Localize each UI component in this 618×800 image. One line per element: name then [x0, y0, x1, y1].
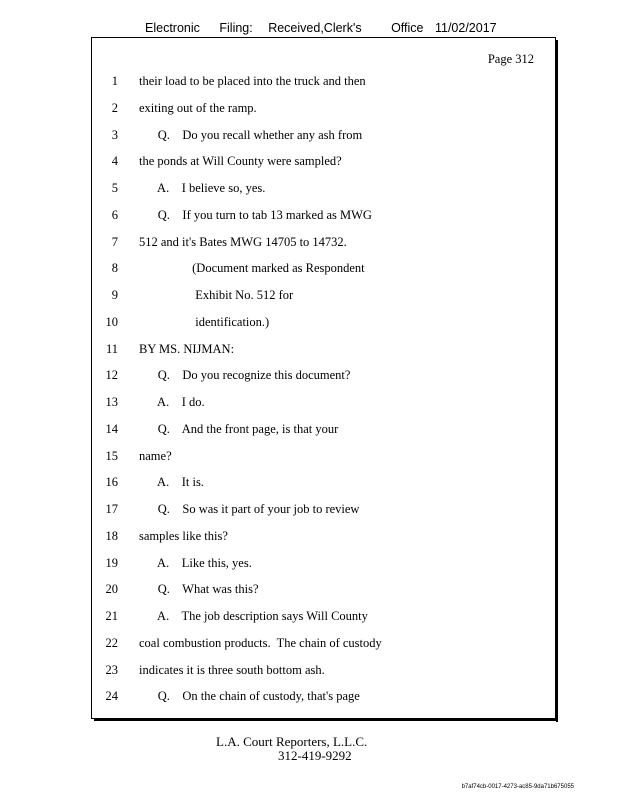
line-number: 15 — [105, 448, 118, 463]
line-number: 14 — [105, 421, 118, 436]
line-number: 3 — [111, 127, 118, 142]
line-text: Q. Do you recall whether any ash from — [139, 127, 363, 142]
line-text: BY MS. NIJMAN: — [139, 341, 235, 356]
header-received: Received,Clerk's — [268, 21, 362, 35]
line-text: name? — [139, 448, 172, 463]
line-number: 17 — [105, 502, 118, 516]
line-number: 12 — [105, 368, 118, 383]
line-text: identification.) — [139, 314, 270, 329]
line-text: Q. What was this? — [139, 582, 259, 597]
transcript-line — [92, 689, 555, 709]
line-text: Q. So was it part of your job to review — [139, 502, 360, 516]
transcript-line — [92, 208, 555, 228]
transcript-line — [92, 475, 555, 495]
filing-stamp-header — [145, 21, 497, 35]
transcript-line — [92, 636, 555, 656]
transcript-line — [92, 181, 555, 201]
line-number: 2 — [111, 100, 118, 115]
line-text: A. Like this, yes. — [139, 555, 252, 570]
transcript-page-frame — [91, 37, 556, 719]
frame-shadow-bottom — [94, 719, 558, 721]
line-text: A. I believe so, yes. — [139, 181, 266, 195]
transcript-line — [92, 342, 555, 362]
header-electronic: Electronic — [145, 21, 200, 35]
line-number: 23 — [105, 662, 118, 677]
line-number: 10 — [105, 314, 118, 329]
line-text: A. It is. — [139, 475, 204, 490]
transcript-line — [92, 315, 555, 335]
footer-company: L.A. Court Reporters, L.L.C. — [216, 734, 368, 749]
line-text: the ponds at Will County were sampled? — [139, 154, 342, 169]
header-date: 11/02/2017 — [434, 21, 497, 35]
line-number: 16 — [105, 475, 118, 490]
line-number: 20 — [105, 582, 118, 597]
transcript-line — [92, 154, 555, 174]
line-text: Q. If you turn to tab 13 marked as MWG — [139, 207, 372, 222]
line-number: 4 — [111, 154, 118, 169]
line-text: Q. Do you recognize this document? — [139, 368, 351, 383]
transcript-line — [92, 449, 555, 469]
line-text: their load to be placed into the truck and then — [139, 74, 366, 88]
line-number: 1 — [111, 74, 118, 88]
transcript-line — [92, 288, 555, 308]
header-filing: Filing: — [219, 21, 253, 35]
line-number: 13 — [105, 395, 118, 409]
line-number: 24 — [105, 689, 118, 704]
transcript-line — [92, 101, 555, 121]
frame-shadow-right — [556, 40, 558, 722]
transcript-line — [92, 529, 555, 549]
transcript-line — [92, 74, 555, 94]
transcript-line — [92, 582, 555, 602]
transcript-line — [92, 235, 555, 255]
line-text: coal combustion products. The chain of custody — [139, 635, 382, 650]
line-number: 5 — [111, 181, 118, 195]
line-number: 7 — [111, 234, 118, 249]
line-text: (Document marked as Respondent — [139, 261, 365, 276]
line-text: Q. And the front page, is that your — [139, 421, 339, 436]
line-text: 512 and it's Bates MWG 14705 to 14732. — [139, 234, 347, 249]
line-text: A. The job description says Will County — [139, 609, 368, 623]
transcript-line — [92, 128, 555, 148]
line-text: A. I do. — [139, 395, 205, 409]
header-office: Office — [391, 21, 424, 35]
transcript-line — [92, 368, 555, 388]
footer-phone: 312-419-9292 — [278, 748, 352, 763]
line-number: 21 — [105, 609, 118, 623]
transcript-line — [92, 609, 555, 629]
line-number: 9 — [111, 288, 118, 302]
line-number: 6 — [111, 207, 118, 222]
transcript-line — [92, 395, 555, 415]
line-number: 11 — [105, 341, 118, 356]
line-text: exiting out of the ramp. — [139, 100, 257, 115]
line-text: Exhibit No. 512 for — [139, 288, 294, 302]
transcript-line — [92, 502, 555, 522]
line-number: 19 — [105, 555, 118, 570]
line-number: 22 — [105, 635, 118, 650]
transcript-line — [92, 663, 555, 683]
document-hash: b7af74cb-0017-4273-ac85-9da71b675055 — [461, 784, 574, 790]
transcript-line — [92, 261, 555, 281]
line-number: 8 — [111, 261, 118, 276]
line-text: indicates it is three south bottom ash. — [139, 662, 325, 677]
line-text: Q. On the chain of custody, that's page — [139, 689, 360, 704]
transcript-line — [92, 556, 555, 576]
line-number: 18 — [105, 528, 118, 543]
line-text: samples like this? — [139, 528, 228, 543]
page-number: Page 312 — [487, 52, 534, 66]
transcript-line — [92, 422, 555, 442]
